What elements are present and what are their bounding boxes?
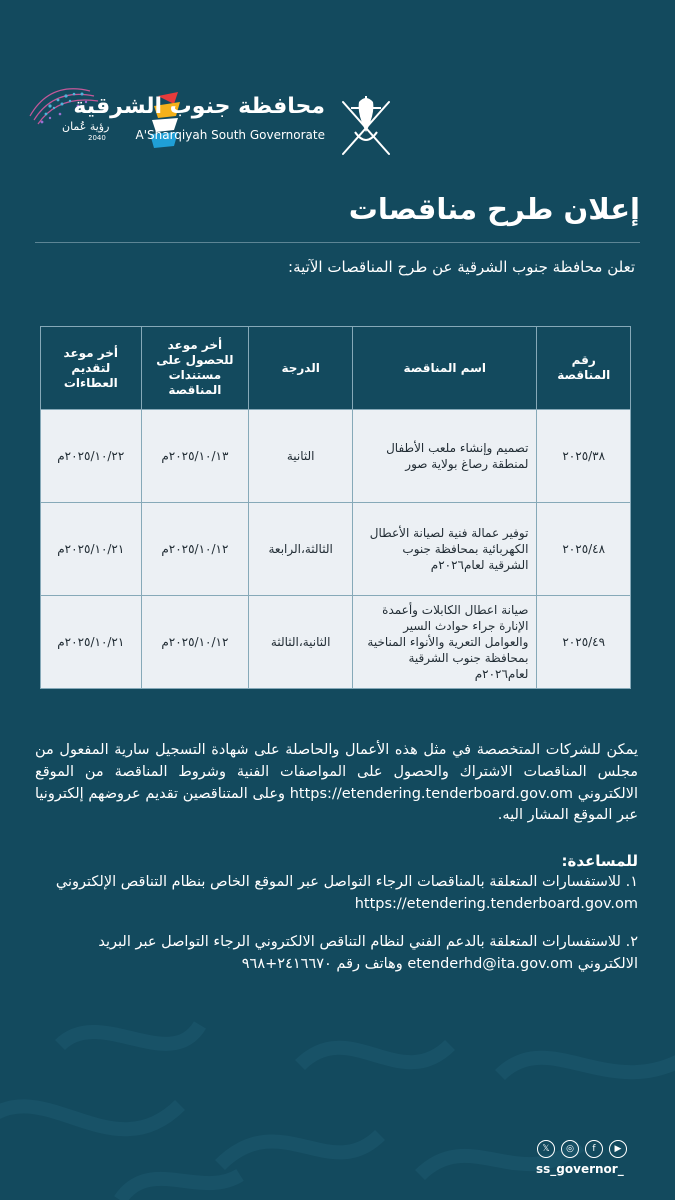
- vision-year: 2040: [88, 134, 106, 142]
- help-item-1-link[interactable]: https://etendering.tenderboard.gov.om: [354, 895, 638, 912]
- table-row: [41, 410, 631, 503]
- cell-submit-deadline: ٢٠٢٥/١٠/٢٢م: [41, 410, 142, 503]
- tender-portal-link[interactable]: https://etendering.tenderboard.gov.om: [289, 785, 574, 802]
- oman-emblem: [335, 88, 397, 162]
- page-title: إعلان طرح مناقصات: [348, 192, 640, 226]
- cell-submit-deadline: ٢٠٢٥/١٠/٢١م: [41, 596, 142, 689]
- facebook-icon[interactable]: f: [585, 1140, 603, 1158]
- cell-number: ٢٠٢٥/٤٩: [537, 596, 631, 689]
- header: [20, 70, 655, 170]
- paragraph-text-end: وعلى المتناقصين تقديم عروضهم إلكترونيا عبر الموقع المشار اليه.: [35, 785, 638, 824]
- tenders-table: [40, 326, 631, 689]
- cell-number: ٢٠٢٥/٤٨: [537, 503, 631, 596]
- vision-text: رؤية عُمان: [62, 120, 110, 133]
- cell-number: ٢٠٢٥/٣٨: [537, 410, 631, 503]
- intro-text: تعلن محافظة جنوب الشرقية عن طرح المناقصات الآتية:: [288, 258, 635, 276]
- header-submit-deadline: أخر موعد لتقديم العطاءات: [41, 327, 142, 410]
- x-icon[interactable]: 𝕏: [537, 1140, 555, 1158]
- cell-grade: الثالثة،الرابعة: [249, 503, 353, 596]
- title-divider: [35, 242, 640, 243]
- eligibility-paragraph: [35, 740, 638, 827]
- cell-docs-deadline: ٢٠٢٥/١٠/١٣م: [141, 410, 249, 503]
- help-item-2-text: ٢. للاستفسارات المتعلقة بالدعم الفني لنظام التناقص الالكتروني الرجاء التواصل عبر البريد الالكتروني: [98, 934, 638, 972]
- support-phone: وهاتف رقم ٢٤١٦٦٧٠+٩٦٨: [241, 955, 403, 972]
- governorate-name-en: A'Sharqiyah South Governorate: [135, 128, 325, 142]
- header-number: رقم المناقصة: [537, 327, 631, 410]
- cell-name: توفير عمالة فنية لصيانة الأعطال الكهربائية بمحافظة جنوب الشرقية لعام٢٠٢٦م: [353, 503, 537, 596]
- instagram-icon[interactable]: ◎: [561, 1140, 579, 1158]
- header-name: اسم المناقصة: [353, 327, 537, 410]
- table-row: [41, 503, 631, 596]
- youtube-icon[interactable]: ▶: [609, 1140, 627, 1158]
- cell-docs-deadline: ٢٠٢٥/١٠/١٢م: [141, 596, 249, 689]
- cell-docs-deadline: ٢٠٢٥/١٠/١٢م: [141, 503, 249, 596]
- table-row: [41, 596, 631, 689]
- social-icons: [537, 1140, 627, 1158]
- cell-name: تصميم وإنشاء ملعب الأطفال لمنطقة رصاغ بولاية صور: [353, 410, 537, 503]
- support-email-link[interactable]: etenderhd@ita.gov.om: [407, 955, 574, 972]
- help-title: للمساعدة:: [561, 852, 638, 870]
- social-handle: ss_governor_: [536, 1162, 624, 1176]
- help-item-1-text: ١. للاستفسارات المتعلقة بالمناقصات الرجاء التواصل عبر الموقع الخاص بنظام التناقص الإلكتروني: [55, 874, 638, 890]
- help-item-1: [35, 872, 638, 916]
- governorate-name-ar: محافظة جنوب الشرقية: [73, 94, 325, 119]
- help-item-2: [35, 932, 638, 976]
- table-header-row: [41, 327, 631, 410]
- paragraph-text: يمكن للشركات المتخصصة في مثل هذه الأعمال والحاصلة على شهادة التسجيل سارية المفعول من مجلس المناقصات الاشتراك والحصول على المواصفات الفنية وشروط المناقصة من الموقع الالكتروني: [35, 742, 639, 802]
- header-grade: الدرجة: [249, 327, 353, 410]
- cell-grade: الثانية،الثالثة: [249, 596, 353, 689]
- cell-name: صيانة اعطال الكابلات وأعمدة الإنارة جراء حوادث السير والعوامل التعرية والأنواء المناخية بمحافظة جنوب الشرقية لعام٢٠٢٦م: [353, 596, 537, 689]
- cell-submit-deadline: ٢٠٢٥/١٠/٢١م: [41, 503, 142, 596]
- cell-grade: الثانية: [249, 410, 353, 503]
- header-docs-deadline: أخر موعد للحصول على مستندات المناقصة: [141, 327, 249, 410]
